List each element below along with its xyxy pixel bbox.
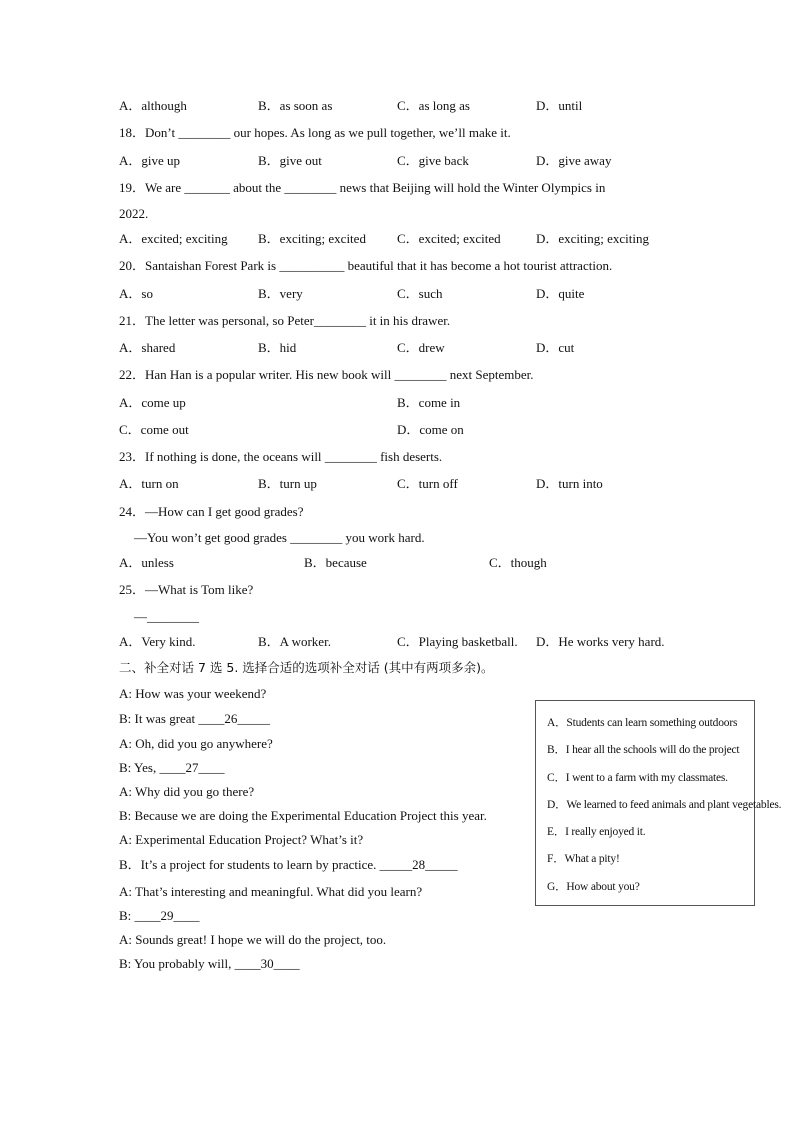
q24-stem-line2: —You won’t get good grades ________ you work hard. xyxy=(134,530,425,545)
q20-stem: 20．Santaishan Forest Park is __________ beautiful that it has become a hot tourist attraction. xyxy=(119,258,613,273)
q25-option-c: C．Playing basketball. xyxy=(397,634,518,649)
q25-option-a: A．Very kind. xyxy=(119,634,196,649)
q19-stem: 19．We are _______ about the ________ news that Beijing will hold the Winter Olympics in xyxy=(119,180,606,195)
dialogue-line: A: That’s interesting and meaningful. What did you learn? xyxy=(119,884,423,899)
q21-option-c: C．drew xyxy=(397,340,445,355)
blank-30: ____30____ xyxy=(234,956,300,971)
q22-option-a: A．come up xyxy=(119,395,186,410)
box-option-c: C．I went to a farm with my classmates. xyxy=(547,772,728,784)
dialogue-line: A: Experimental Education Project? What’s it? xyxy=(119,832,364,847)
box-option-b: B．I hear all the schools will do the project xyxy=(547,744,740,756)
q18-stem: 18．Don’t ________ our hopes. As long as we pull together, we’ll make it. xyxy=(119,125,511,140)
q23-blank: ________ xyxy=(324,449,377,464)
q22-blank: ________ xyxy=(394,367,447,382)
q25-blank: ________ xyxy=(147,609,199,624)
q17-option-b: B．as soon as xyxy=(258,98,333,113)
blank-28: _____28_____ xyxy=(379,857,458,872)
q24-stem: 24．—How can I get good grades? xyxy=(119,504,304,519)
box-option-f: F．What a pity! xyxy=(547,853,620,865)
q23-option-c: C．turn off xyxy=(397,476,458,491)
q24-option-a: A．unless xyxy=(119,555,174,570)
q22-stem: 22．Han Han is a popular writer. His new book will ________ next September. xyxy=(119,367,534,382)
q25-stem: 25．—What is Tom like? xyxy=(119,582,254,597)
q20-option-d: D．quite xyxy=(536,286,585,301)
q23-option-a: A．turn on xyxy=(119,476,179,491)
q20-option-a: A．so xyxy=(119,286,153,301)
box-option-d: D．We learned to feed animals and plant vegetables. xyxy=(547,799,782,811)
q21-option-a: A．shared xyxy=(119,340,176,355)
dialogue-line: B: It was great ____26_____ xyxy=(119,711,270,726)
box-option-a: A．Students can learn something outdoors xyxy=(547,717,738,729)
section-2-title: 二、补全对话 7 选 5. 选择合适的选项补全对话 (其中有两项多余)。 xyxy=(119,660,494,675)
q20-blank: __________ xyxy=(279,258,345,273)
q21-option-d: D．cut xyxy=(536,340,575,355)
q24-option-c: C．though xyxy=(489,555,547,570)
box-option-g: G．How about you? xyxy=(547,881,640,893)
blank-26: ____26_____ xyxy=(198,711,270,726)
q20-option-b: B．very xyxy=(258,286,303,301)
q18-option-c: C．give back xyxy=(397,153,469,168)
dialogue-line: A: How was your weekend? xyxy=(119,686,267,701)
q19-blank-2: ________ xyxy=(284,180,337,195)
q21-option-b: B．hid xyxy=(258,340,297,355)
q22-option-b: B．come in xyxy=(397,395,461,410)
q18-option-b: B．give out xyxy=(258,153,322,168)
dialogue-line: A: Why did you go there? xyxy=(119,784,255,799)
q19-option-a: A．excited; exciting xyxy=(119,231,228,246)
q17-option-c: C．as long as xyxy=(397,98,470,113)
q19-option-b: B．exciting; excited xyxy=(258,231,366,246)
q24-option-b: B．because xyxy=(304,555,367,570)
q19-option-c: C．excited; excited xyxy=(397,231,501,246)
box-option-e: E．I really enjoyed it. xyxy=(547,826,646,838)
q24-blank: ________ xyxy=(290,530,343,545)
q19-blank-1: _______ xyxy=(184,180,230,195)
q25-option-b: B．A worker. xyxy=(258,634,331,649)
dialogue-line: B: Because we are doing the Experimental Education Project this year. xyxy=(119,808,487,823)
q18-blank: ________ xyxy=(178,125,231,140)
q22-option-d: D．come on xyxy=(397,422,464,437)
q23-option-b: B．turn up xyxy=(258,476,317,491)
q19-stem-line2: 2022. xyxy=(119,206,149,221)
q21-stem: 21．The letter was personal, so Peter________ it in his drawer. xyxy=(119,313,451,328)
q22-option-c: C．come out xyxy=(119,422,189,437)
q25-option-d: D．He works very hard. xyxy=(536,634,665,649)
dialogue-line: B: ____29____ xyxy=(119,908,200,923)
q23-option-d: D．turn into xyxy=(536,476,603,491)
q18-option-d: D．give away xyxy=(536,153,612,168)
q20-option-c: C．such xyxy=(397,286,443,301)
q19-option-d: D．exciting; exciting xyxy=(536,231,650,246)
dialogue-line: B: Yes, ____27____ xyxy=(119,760,225,775)
dialogue-line: A: Sounds great! I hope we will do the project, too. xyxy=(119,932,387,947)
q23-stem: 23．If nothing is done, the oceans will ________ fish deserts. xyxy=(119,449,443,464)
q25-answer-line: —________ xyxy=(134,609,199,624)
q17-option-a: A．although xyxy=(119,98,187,113)
q17-option-d: D．until xyxy=(536,98,583,113)
blank-27: ____27____ xyxy=(159,760,225,775)
dialogue-options-box xyxy=(535,700,782,906)
blank-29: ____29____ xyxy=(134,908,200,923)
q21-blank: ________ xyxy=(313,313,366,328)
dialogue-line: A: Oh, did you go anywhere? xyxy=(119,736,273,751)
dialogue-line: B．It’s a project for students to learn by practice. _____28_____ xyxy=(119,857,458,872)
dialogue-line: B: You probably will, ____30____ xyxy=(119,956,300,971)
q18-option-a: A．give up xyxy=(119,153,181,168)
